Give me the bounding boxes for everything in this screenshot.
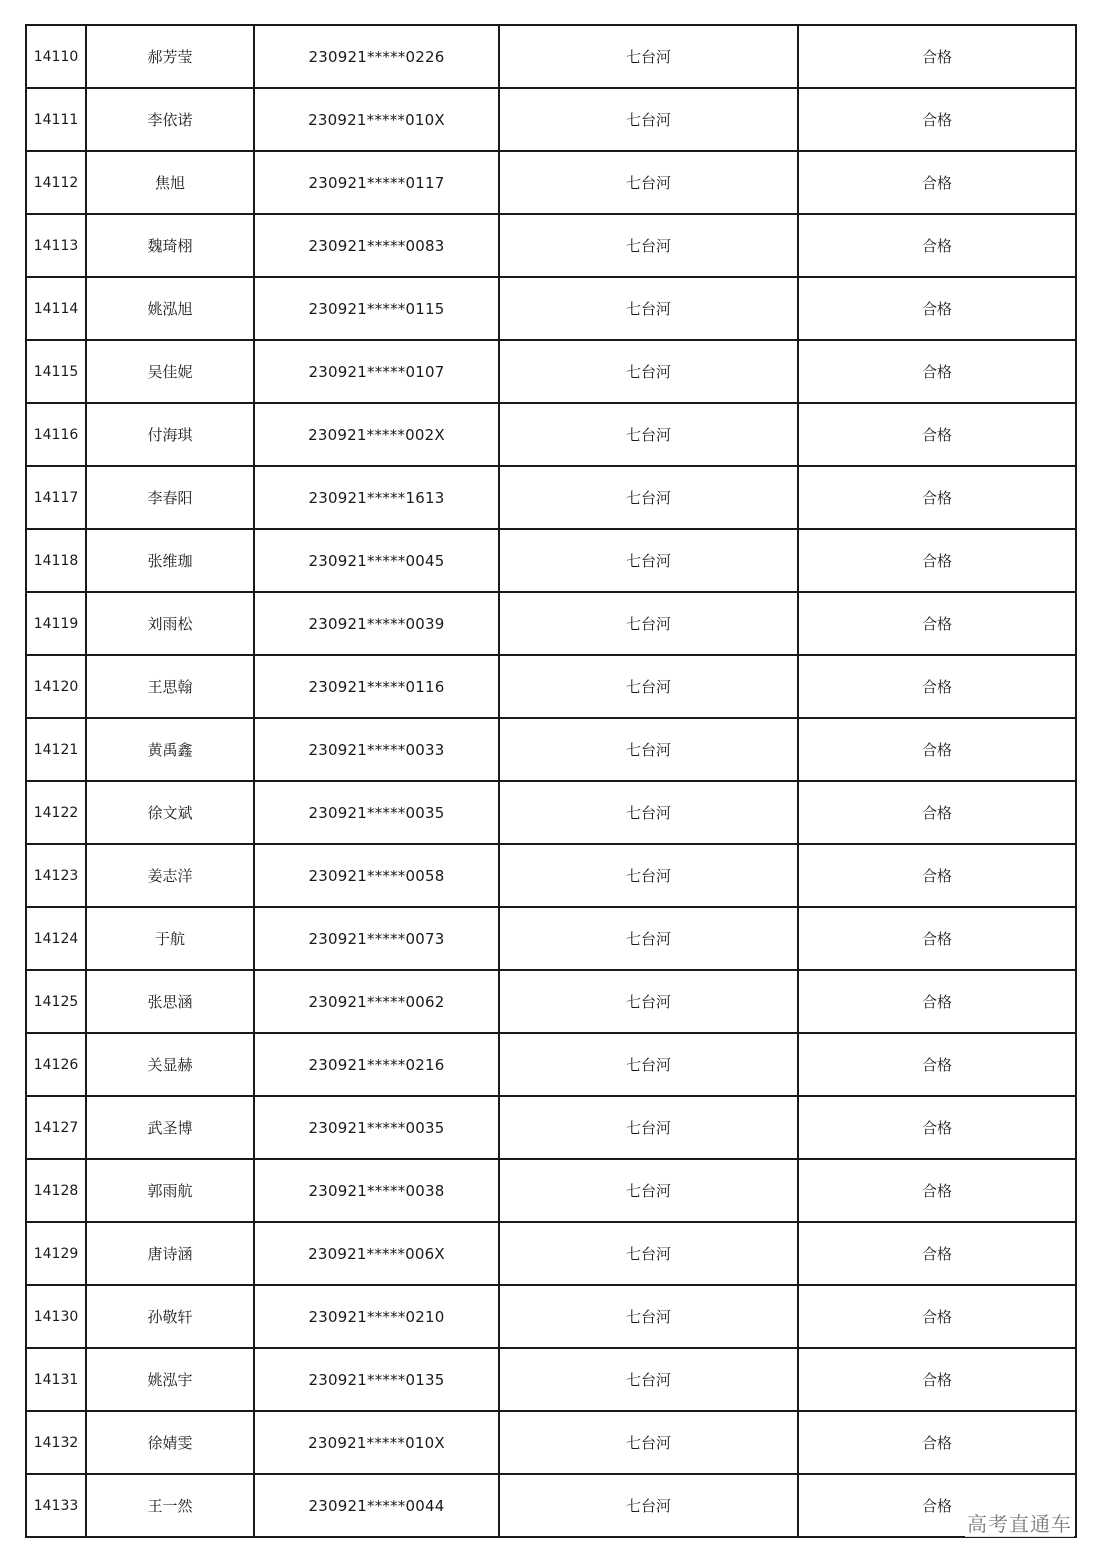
- region: 七台河: [499, 1348, 798, 1411]
- row-number: 14121: [26, 718, 86, 781]
- table-row: [26, 1033, 1076, 1096]
- watermark: 高考直通车: [965, 1508, 1074, 1537]
- row-number: 14133: [26, 1474, 86, 1537]
- result-status: 合格: [798, 1033, 1076, 1096]
- row-number: 14112: [26, 151, 86, 214]
- region: 七台河: [499, 655, 798, 718]
- id-number: 230921*****006X: [254, 1222, 499, 1285]
- table-row: [26, 88, 1076, 151]
- student-name: 黄禹鑫: [86, 718, 254, 781]
- region: 七台河: [499, 970, 798, 1033]
- result-status: 合格: [798, 781, 1076, 844]
- row-number: 14132: [26, 1411, 86, 1474]
- region: 七台河: [499, 1096, 798, 1159]
- table-row: [26, 1222, 1076, 1285]
- student-name: 张思涵: [86, 970, 254, 1033]
- row-number: 14129: [26, 1222, 86, 1285]
- region: 七台河: [499, 88, 798, 151]
- student-name: 武圣博: [86, 1096, 254, 1159]
- id-number: 230921*****0210: [254, 1285, 499, 1348]
- row-number: 14119: [26, 592, 86, 655]
- region: 七台河: [499, 592, 798, 655]
- student-name: 刘雨松: [86, 592, 254, 655]
- row-number: 14123: [26, 844, 86, 907]
- region: 七台河: [499, 718, 798, 781]
- result-status: 合格: [798, 655, 1076, 718]
- table-row: [26, 277, 1076, 340]
- result-status: 合格: [798, 88, 1076, 151]
- table-row: [26, 529, 1076, 592]
- student-name: 徐文斌: [86, 781, 254, 844]
- id-number: 230921*****0045: [254, 529, 499, 592]
- region: 七台河: [499, 781, 798, 844]
- region: 七台河: [499, 1033, 798, 1096]
- region: 七台河: [499, 1411, 798, 1474]
- id-number: 230921*****010X: [254, 1411, 499, 1474]
- student-name: 李春阳: [86, 466, 254, 529]
- id-number: 230921*****0216: [254, 1033, 499, 1096]
- table-row: [26, 781, 1076, 844]
- row-number: 14110: [26, 25, 86, 88]
- table-row: [26, 403, 1076, 466]
- region: 七台河: [499, 907, 798, 970]
- id-number: 230921*****0116: [254, 655, 499, 718]
- region: 七台河: [499, 1159, 798, 1222]
- student-name: 吴佳妮: [86, 340, 254, 403]
- roster-body: [26, 25, 1076, 1537]
- table-row: [26, 1096, 1076, 1159]
- region: 七台河: [499, 1222, 798, 1285]
- region: 七台河: [499, 1474, 798, 1537]
- table-row: [26, 655, 1076, 718]
- result-status: 合格: [798, 1222, 1076, 1285]
- result-status: 合格: [798, 25, 1076, 88]
- student-name: 唐诗涵: [86, 1222, 254, 1285]
- table-row: [26, 214, 1076, 277]
- id-number: 230921*****0058: [254, 844, 499, 907]
- roster-table: [25, 24, 1077, 1538]
- region: 七台河: [499, 403, 798, 466]
- student-name: 魏琦栩: [86, 214, 254, 277]
- student-name: 关显赫: [86, 1033, 254, 1096]
- table-row: [26, 844, 1076, 907]
- row-number: 14125: [26, 970, 86, 1033]
- result-status: 合格: [798, 277, 1076, 340]
- id-number: 230921*****010X: [254, 88, 499, 151]
- student-name: 焦旭: [86, 151, 254, 214]
- id-number: 230921*****0035: [254, 1096, 499, 1159]
- table-row: [26, 466, 1076, 529]
- student-name: 张维珈: [86, 529, 254, 592]
- result-status: 合格: [798, 907, 1076, 970]
- id-number: 230921*****0038: [254, 1159, 499, 1222]
- student-name: 李依诺: [86, 88, 254, 151]
- region: 七台河: [499, 25, 798, 88]
- row-number: 14122: [26, 781, 86, 844]
- result-status: 合格: [798, 466, 1076, 529]
- result-status: 合格: [798, 340, 1076, 403]
- table-row: [26, 907, 1076, 970]
- row-number: 14115: [26, 340, 86, 403]
- student-name: 郭雨航: [86, 1159, 254, 1222]
- id-number: 230921*****0107: [254, 340, 499, 403]
- student-name: 徐婧雯: [86, 1411, 254, 1474]
- region: 七台河: [499, 844, 798, 907]
- row-number: 14131: [26, 1348, 86, 1411]
- student-name: 孙敬轩: [86, 1285, 254, 1348]
- row-number: 14130: [26, 1285, 86, 1348]
- id-number: 230921*****0135: [254, 1348, 499, 1411]
- result-status: 合格: [798, 592, 1076, 655]
- student-name: 姚泓旭: [86, 277, 254, 340]
- result-status: 合格: [798, 1159, 1076, 1222]
- id-number: 230921*****0073: [254, 907, 499, 970]
- id-number: 230921*****0083: [254, 214, 499, 277]
- id-number: 230921*****0115: [254, 277, 499, 340]
- region: 七台河: [499, 277, 798, 340]
- id-number: 230921*****0062: [254, 970, 499, 1033]
- student-name: 王思翰: [86, 655, 254, 718]
- region: 七台河: [499, 340, 798, 403]
- student-name: 王一然: [86, 1474, 254, 1537]
- row-number: 14126: [26, 1033, 86, 1096]
- id-number: 230921*****0044: [254, 1474, 499, 1537]
- table-row: [26, 151, 1076, 214]
- id-number: 230921*****0033: [254, 718, 499, 781]
- region: 七台河: [499, 214, 798, 277]
- row-number: 14114: [26, 277, 86, 340]
- student-name: 姚泓宇: [86, 1348, 254, 1411]
- table-row: [26, 1348, 1076, 1411]
- result-status: 合格: [798, 718, 1076, 781]
- result-status: 合格: [798, 1474, 1076, 1537]
- student-name: 郝芳莹: [86, 25, 254, 88]
- table-row: [26, 1285, 1076, 1348]
- id-number: 230921*****1613: [254, 466, 499, 529]
- region: 七台河: [499, 1285, 798, 1348]
- table-row: [26, 1411, 1076, 1474]
- row-number: 14124: [26, 907, 86, 970]
- row-number: 14113: [26, 214, 86, 277]
- id-number: 230921*****002X: [254, 403, 499, 466]
- student-name: 付海琪: [86, 403, 254, 466]
- row-number: 14128: [26, 1159, 86, 1222]
- table-row: [26, 718, 1076, 781]
- table-row: [26, 25, 1076, 88]
- result-status: 合格: [798, 1411, 1076, 1474]
- row-number: 14118: [26, 529, 86, 592]
- row-number: 14111: [26, 88, 86, 151]
- region: 七台河: [499, 466, 798, 529]
- result-status: 合格: [798, 529, 1076, 592]
- table-row: [26, 340, 1076, 403]
- result-status: 合格: [798, 970, 1076, 1033]
- table-row: [26, 592, 1076, 655]
- table-row: [26, 1474, 1076, 1537]
- region: 七台河: [499, 529, 798, 592]
- result-status: 合格: [798, 151, 1076, 214]
- id-number: 230921*****0035: [254, 781, 499, 844]
- row-number: 14116: [26, 403, 86, 466]
- student-name: 姜志洋: [86, 844, 254, 907]
- id-number: 230921*****0039: [254, 592, 499, 655]
- row-number: 14117: [26, 466, 86, 529]
- result-status: 合格: [798, 403, 1076, 466]
- id-number: 230921*****0226: [254, 25, 499, 88]
- result-status: 合格: [798, 214, 1076, 277]
- result-status: 合格: [798, 1285, 1076, 1348]
- result-status: 合格: [798, 844, 1076, 907]
- row-number: 14127: [26, 1096, 86, 1159]
- table-row: [26, 1159, 1076, 1222]
- id-number: 230921*****0117: [254, 151, 499, 214]
- region: 七台河: [499, 151, 798, 214]
- student-name: 于航: [86, 907, 254, 970]
- result-status: 合格: [798, 1096, 1076, 1159]
- row-number: 14120: [26, 655, 86, 718]
- table-row: [26, 970, 1076, 1033]
- result-status: 合格: [798, 1348, 1076, 1411]
